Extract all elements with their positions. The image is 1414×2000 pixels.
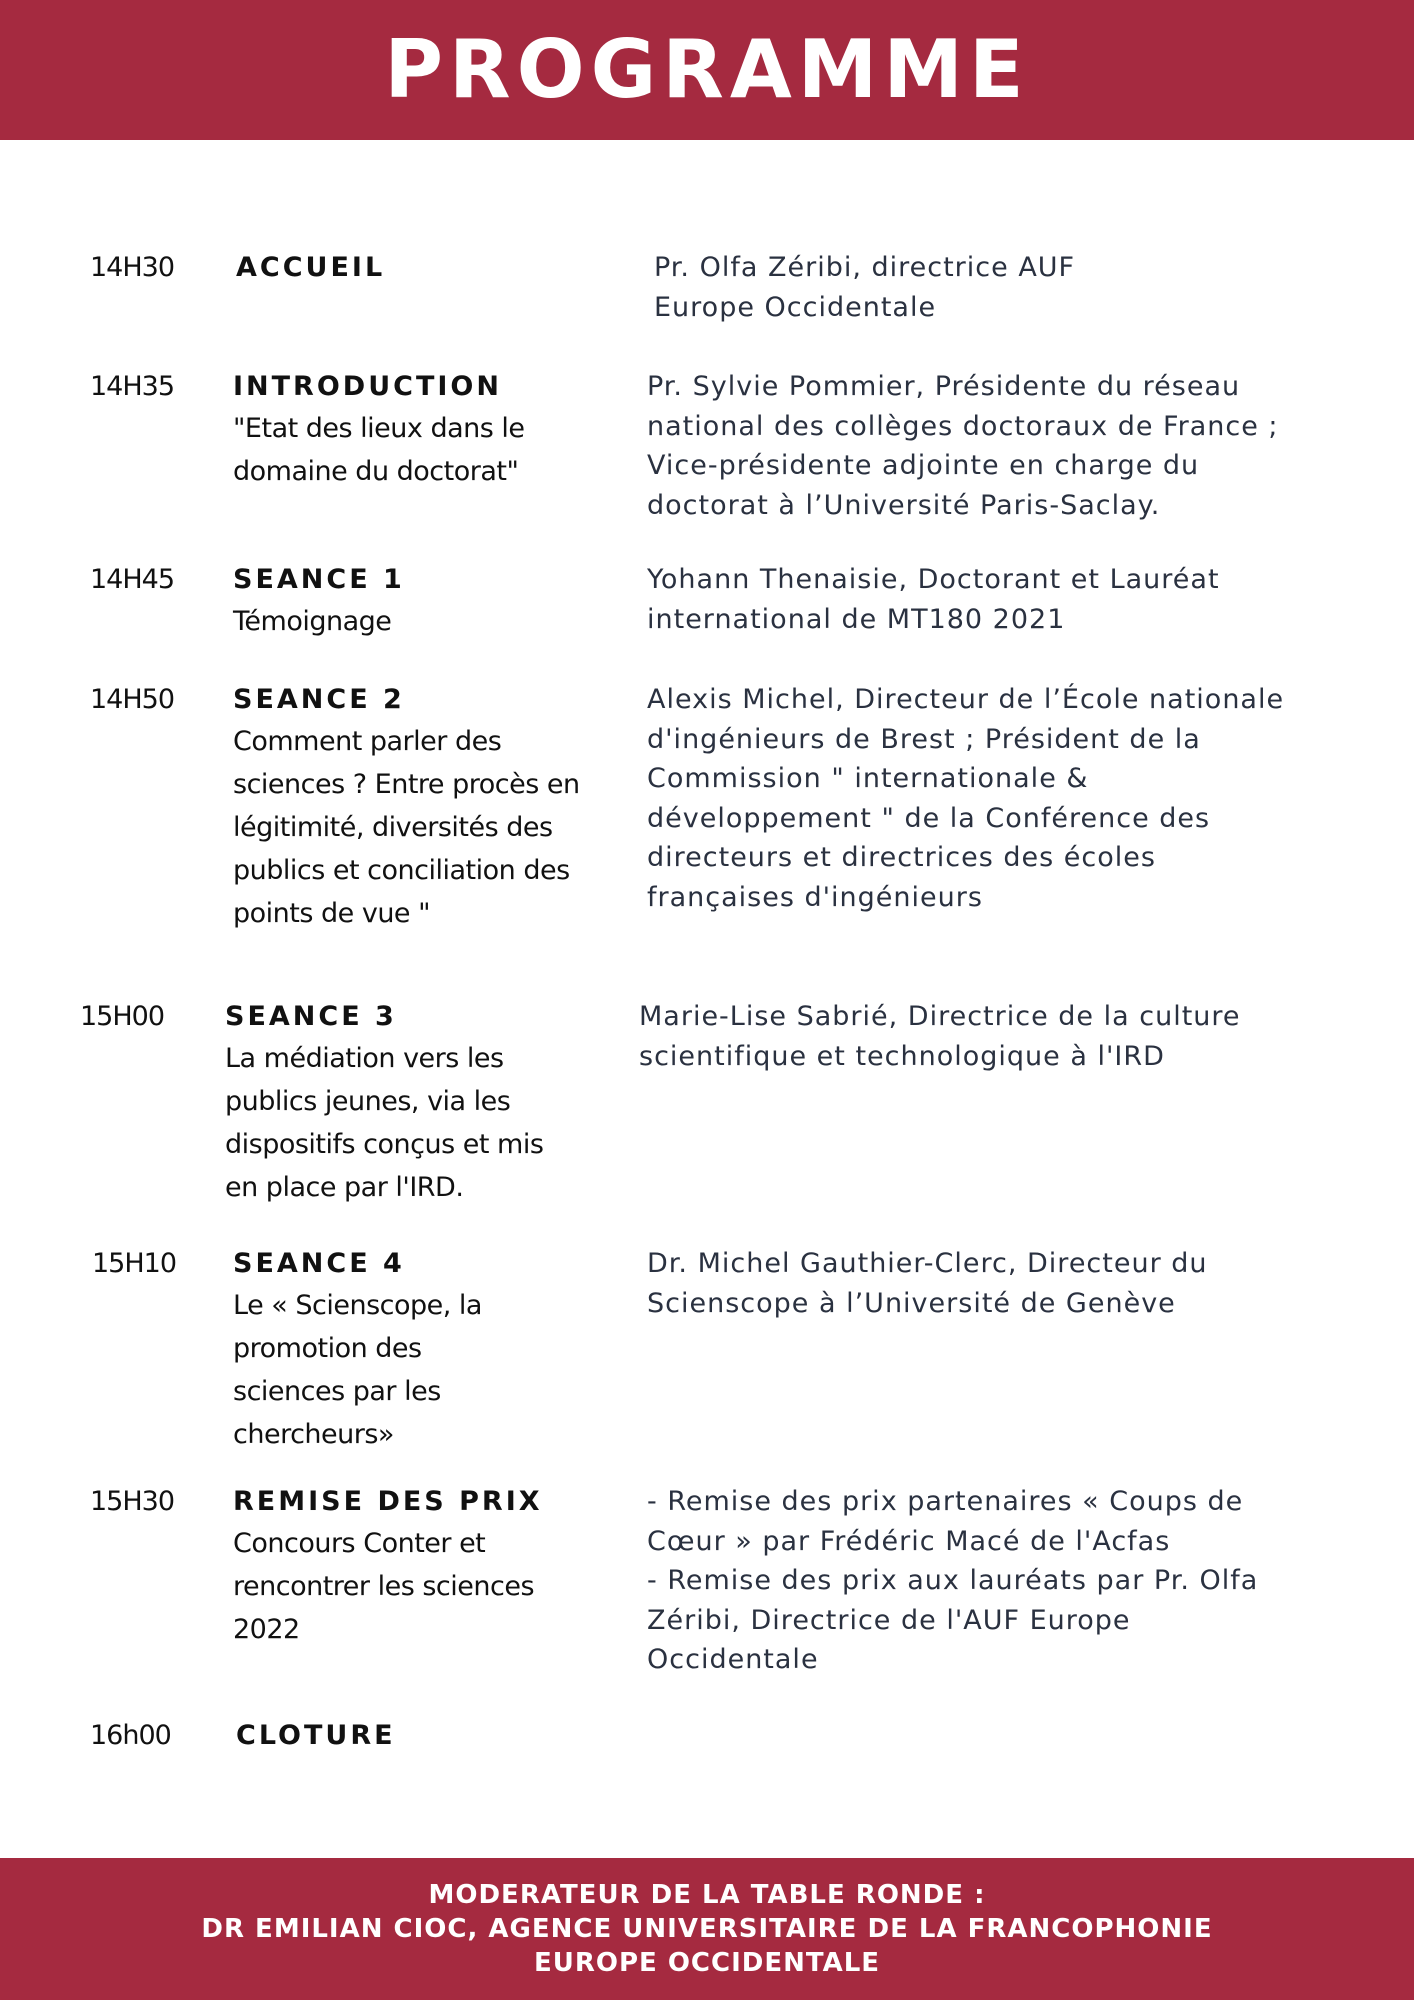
item-time: 14H35	[90, 371, 175, 402]
item-speaker: Pr. Olfa Zéribi, directrice AUF Europe Occidentale	[654, 252, 1076, 323]
item-speaker: Pr. Sylvie Pommier, Présidente du réseau national des collèges doctoraux de France ; Vice-présidente adjointe en charge du doctorat à l’Université Paris-Saclay.	[647, 371, 1279, 521]
item-title: ACCUEIL	[236, 252, 386, 283]
item-subtitle: "Etat des lieux dans le domaine du doctorat"	[233, 413, 525, 487]
item-time: 15H10	[92, 1248, 177, 1279]
item-title: SEANCE 4	[233, 1248, 405, 1279]
moderator-name: DR EMILIAN CIOC, AGENCE UNIVERSITAIRE DE LA FRANCOPHONIE	[201, 1914, 1213, 1944]
item-subtitle: Comment parler des sciences ? Entre procès en légitimité, diversités des publics et conciliation des points de vue "	[233, 726, 580, 929]
item-title: SEANCE 1	[233, 564, 405, 595]
item-subtitle: Concours Conter et rencontrer les sciences 2022	[233, 1528, 535, 1645]
item-speaker: Marie-Lise Sabrié, Directrice de la culture scientifique et technologique à l'IRD	[639, 1001, 1241, 1072]
item-speaker: Alexis Michel, Directeur de l’École nationale d'ingénieurs de Brest ; Président de la Commission " internationale & développement " de la Conférence des directeurs et directrices des écoles françaises d'ingénieurs	[647, 684, 1285, 913]
item-time: 14H45	[90, 564, 175, 595]
item-time: 14H30	[90, 252, 175, 283]
item-time: 14H50	[90, 684, 175, 715]
moderator-banner	[0, 1858, 1414, 2000]
item-time: 16h00	[90, 1720, 171, 1751]
header-banner	[0, 0, 1414, 140]
moderator-label: MODERATEUR DE LA TABLE RONDE :	[428, 1880, 986, 1910]
item-speaker: - Remise des prix partenaires « Coups de Cœur » par Frédéric Macé de l'Acfas - Remise des prix aux lauréats par Pr. Olfa Zéribi, Directrice de l'AUF Europe Occidentale	[647, 1486, 1259, 1675]
moderator-organization: EUROPE OCCIDENTALE	[533, 1948, 881, 1978]
item-title: CLOTURE	[236, 1720, 396, 1751]
item-speaker: Yohann Thenaisie, Doctorant et Lauréat international de MT180 2021	[647, 564, 1220, 635]
item-time: 15H00	[80, 1001, 165, 1032]
item-title: REMISE DES PRIX	[233, 1486, 543, 1517]
item-subtitle: Le « Scienscope, la promotion des sciences par les chercheurs»	[233, 1290, 482, 1450]
item-title: SEANCE 2	[233, 684, 405, 715]
item-time: 15H30	[90, 1486, 175, 1517]
item-subtitle: La médiation vers les publics jeunes, via les dispositifs conçus et mis en place par l'IRD.	[225, 1043, 544, 1203]
item-subtitle: Témoignage	[233, 606, 392, 637]
item-title: SEANCE 3	[225, 1001, 397, 1032]
item-speaker: Dr. Michel Gauthier-Clerc, Directeur du Scienscope à l’Université de Genève	[647, 1248, 1208, 1319]
item-title: INTRODUCTION	[233, 371, 502, 402]
page-title: PROGRAMME	[384, 23, 1030, 116]
